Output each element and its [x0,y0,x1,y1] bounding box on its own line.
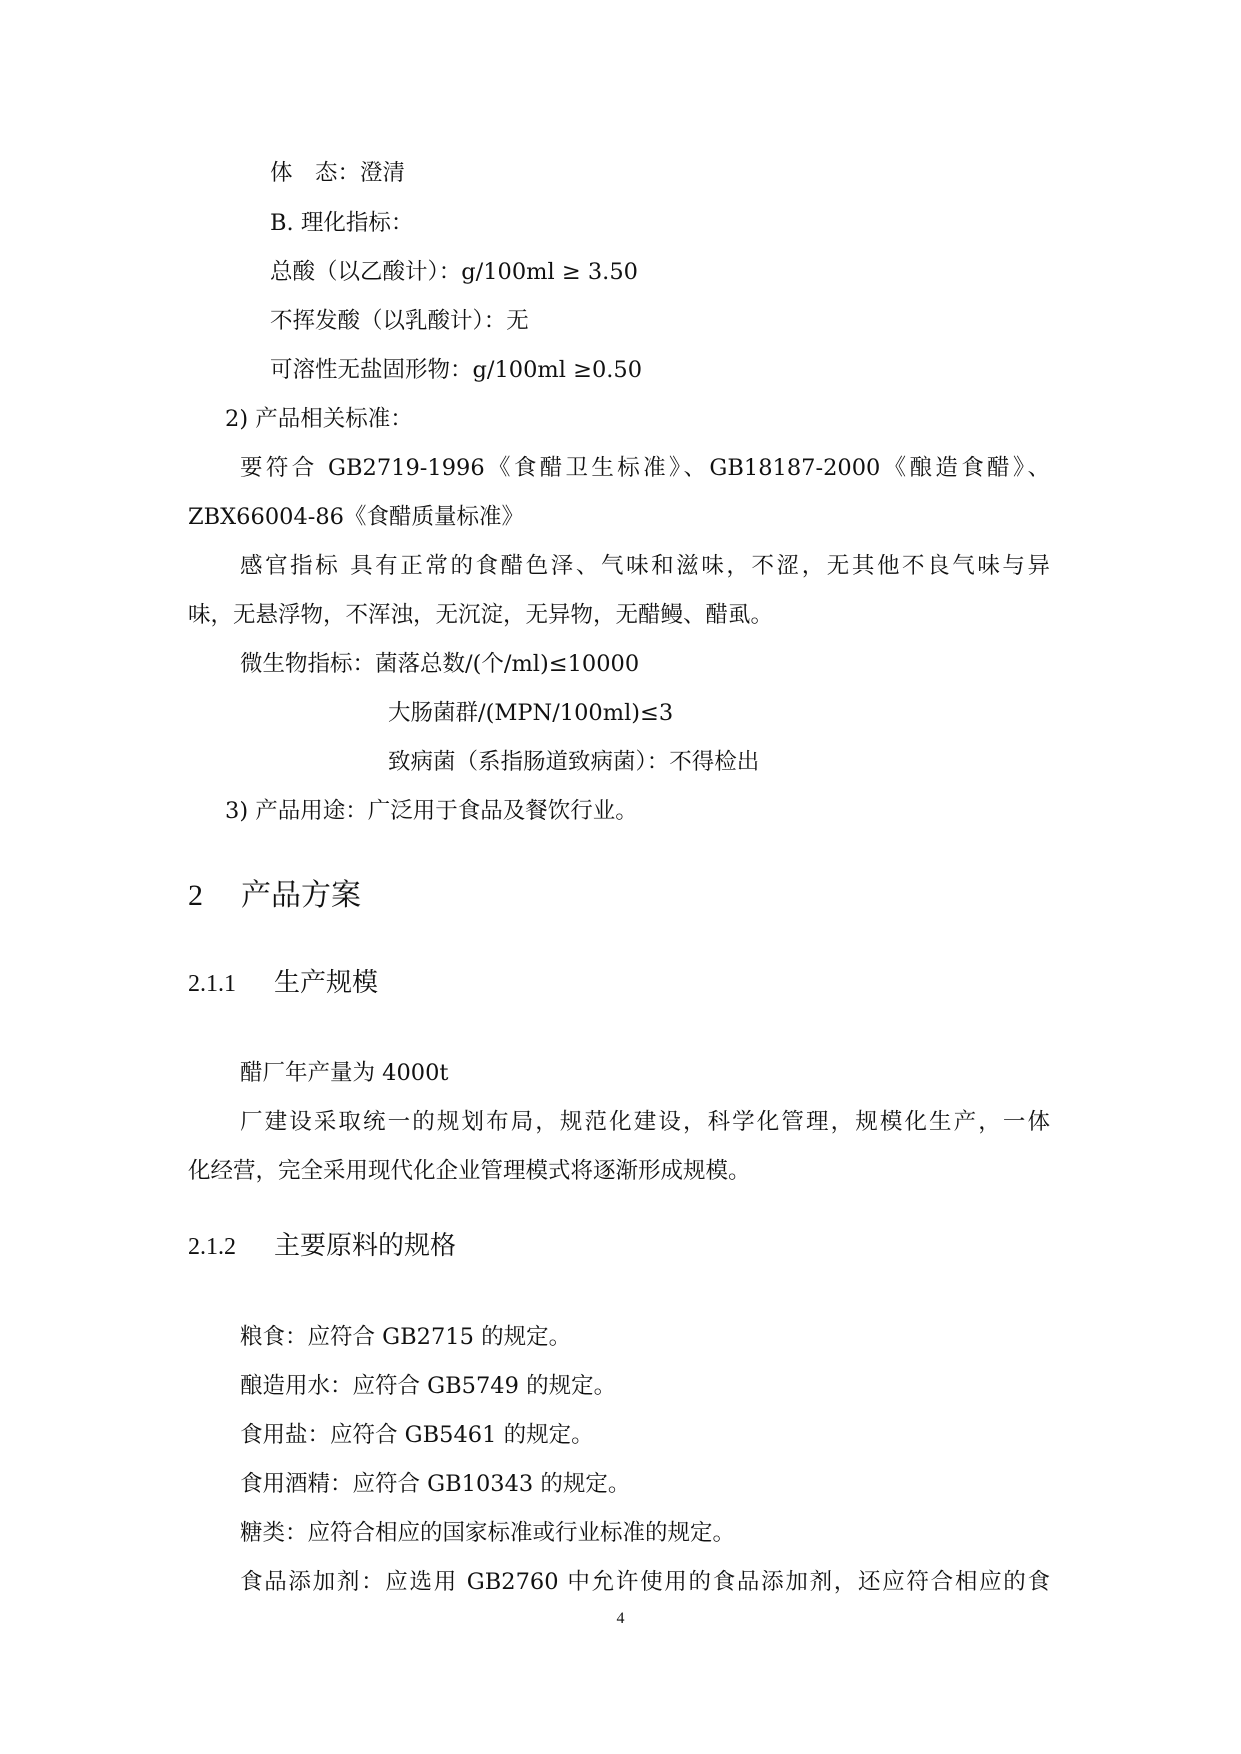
subsection-title: 生产规模 [274,968,379,998]
construction-paragraph-line2: 化经营，完全采用现代化企业管理模式将逐渐形成规模。 [188,1158,751,1184]
subsection-heading-raw-materials [188,1228,456,1265]
soluble-solids-line: 可溶性无盐固形物：g/100ml ≥0.50 [270,357,643,383]
related-standards-heading: 2) 产品相关标准： [225,406,413,432]
total-acid-line: 总酸（以乙酸计）：g/100ml ≥ 3.50 [270,259,638,285]
sugar-spec-line: 糖类：应符合相应的国家标准或行业标准的规定。 [240,1520,736,1546]
physical-state-line: 体 态：澄清 [270,160,406,186]
section-heading-product-plan [188,876,361,916]
coliform-line: 大肠菌群/(MPN/100ml)≤3 [388,700,674,726]
brewing-water-spec-line: 酿造用水：应符合 GB5749 的规定。 [240,1373,617,1399]
microbial-total-count-line: 微生物指标：菌落总数/(个/ml)≤10000 [240,651,640,677]
annual-output-line: 醋厂年产量为 4000t [240,1060,449,1086]
alcohol-spec-line: 食用酒精：应符合 GB10343 的规定。 [240,1471,631,1497]
sensory-paragraph-line1: 感官指标 具有正常的食醋色泽、气味和滋味，不涩，无其他不良气味与异 [240,553,1050,579]
physicochemical-heading: B. 理化指标： [270,210,414,236]
construction-paragraph-line1: 厂建设采取统一的规划布局，规范化建设，科学化管理，规模化生产，一体 [240,1109,1050,1135]
product-use-line: 3) 产品用途：广泛用于食品及餐饮行业。 [225,798,638,824]
nonvolatile-acid-line: 不挥发酸（以乳酸计）：无 [270,308,529,334]
grain-spec-line: 粮食：应符合 GB2715 的规定。 [240,1324,572,1350]
subsection-number: 2.1.2 [188,1234,236,1260]
standards-paragraph-line1: 要符合 GB2719-1996《食醋卫生标准》、GB18187-2000《酿造食醋》、 [240,455,1050,481]
salt-spec-line: 食用盐：应符合 GB5461 的规定。 [240,1422,594,1448]
subsection-number: 2.1.1 [188,971,236,997]
section-number: 2 [188,879,203,912]
subsection-heading-production-scale [188,965,378,1002]
section-title: 产品方案 [241,878,361,913]
subsection-title: 主要原料的规格 [274,1231,457,1261]
pathogen-line: 致病菌（系指肠道致病菌）：不得检出 [388,749,760,775]
sensory-paragraph-line2: 味，无悬浮物，不浑浊，无沉淀，无异物，无醋鳗、醋虱。 [188,602,774,628]
standards-paragraph-line2: ZBX66004-86《食醋质量标准》 [188,504,524,530]
additive-spec-line: 食品添加剂：应选用 GB2760 中允许使用的食品添加剂，还应符合相应的食 [240,1569,1050,1595]
page-number: 4 [616,1610,625,1627]
